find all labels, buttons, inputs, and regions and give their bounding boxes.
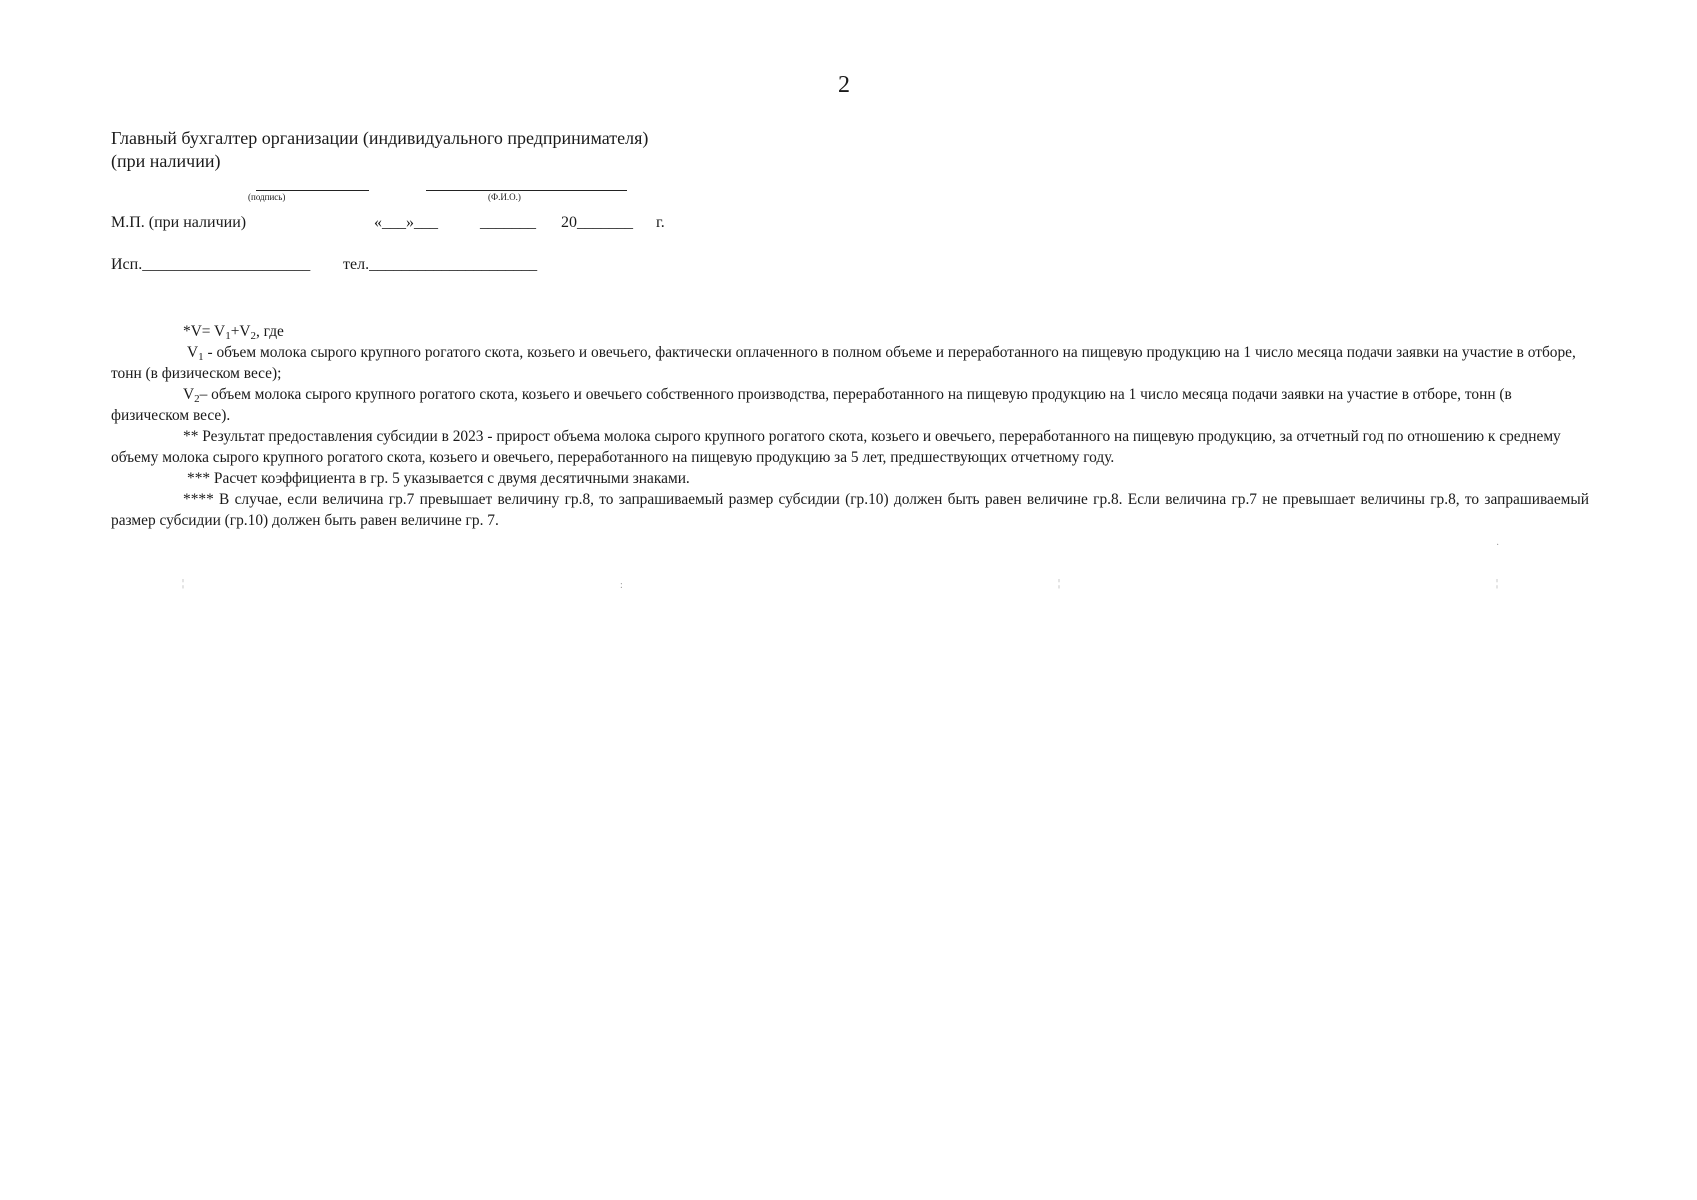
full-name-line	[426, 190, 627, 191]
note-result: ** Результат предоставления субсидии в 2023 - прирост объема молока сырого крупного рогатого скота, козьего и овечьего, переработанного на пищевую продукцию, за отчетный год по отношению к среднему объему молока сырого крупного рогатого скота, козьего и овечьего, переработанного на пищевую продукцию за 5 лет, предшествующих отчетному году.	[111, 428, 1561, 466]
scan-speck: ·	[1496, 540, 1500, 551]
date-day: «___»___	[374, 214, 438, 231]
footnotes	[111, 321, 1589, 531]
stamp-label: М.П. (при наличии)	[111, 214, 247, 231]
full-name-caption: (Ф.И.О.)	[488, 192, 521, 202]
chief-accountant-title: Главный бухгалтер организации (индивидуального предпринимателя)	[111, 128, 649, 148]
v2-definition: $V_2-$ объем молока сырого крупного рогатого скота, козьего и овечьего собственного производства, переработанного на пищевую продукцию на 1 число месяца подачи заявки на участие в отборе, тонн (в физическом весе).	[111, 386, 1512, 424]
chief-accountant-subtitle: (при наличии)	[111, 151, 221, 171]
date-month: _______	[480, 214, 536, 231]
date-suffix: г.	[656, 214, 665, 231]
executor-field: Исп._____________________	[111, 256, 311, 273]
signature-line	[256, 190, 369, 191]
scan-speck: ¦	[182, 578, 185, 589]
formula-line: $*V= V_1+V_2$, где	[183, 323, 284, 342]
scan-speck: ¦	[1496, 578, 1499, 589]
v1-definition: $V_1$ - объем молока сырого крупного рогатого скота, козьего и овечьего, фактически оплаченного в полном объеме и переработанного на пищевую продукцию на 1 число месяца подачи заявки на участие в отборе, тонн (в физическом весе);	[111, 344, 1576, 382]
phone-field: тел._____________________	[343, 256, 538, 273]
scan-speck: :	[620, 580, 623, 591]
signature-caption: (подпись)	[248, 192, 286, 202]
scan-speck: ¦	[1058, 578, 1061, 589]
note-subsidy-rule: **** В случае, если величина гр.7 превышает величину гр.8, то запрашиваемый размер субсидии (гр.10) должен быть равен величине гр.8. Если величина гр.7 не превышает величины гр.8, то запрашиваемый размер субсидии (гр.10) должен быть равен величине гр. 7.	[111, 491, 1589, 529]
note-coefficient: *** Расчет коэффициента в гр. 5 указывается с двумя десятичными знаками.	[187, 470, 690, 487]
date-year: 20_______	[561, 214, 633, 231]
page-number: 2	[838, 72, 850, 98]
